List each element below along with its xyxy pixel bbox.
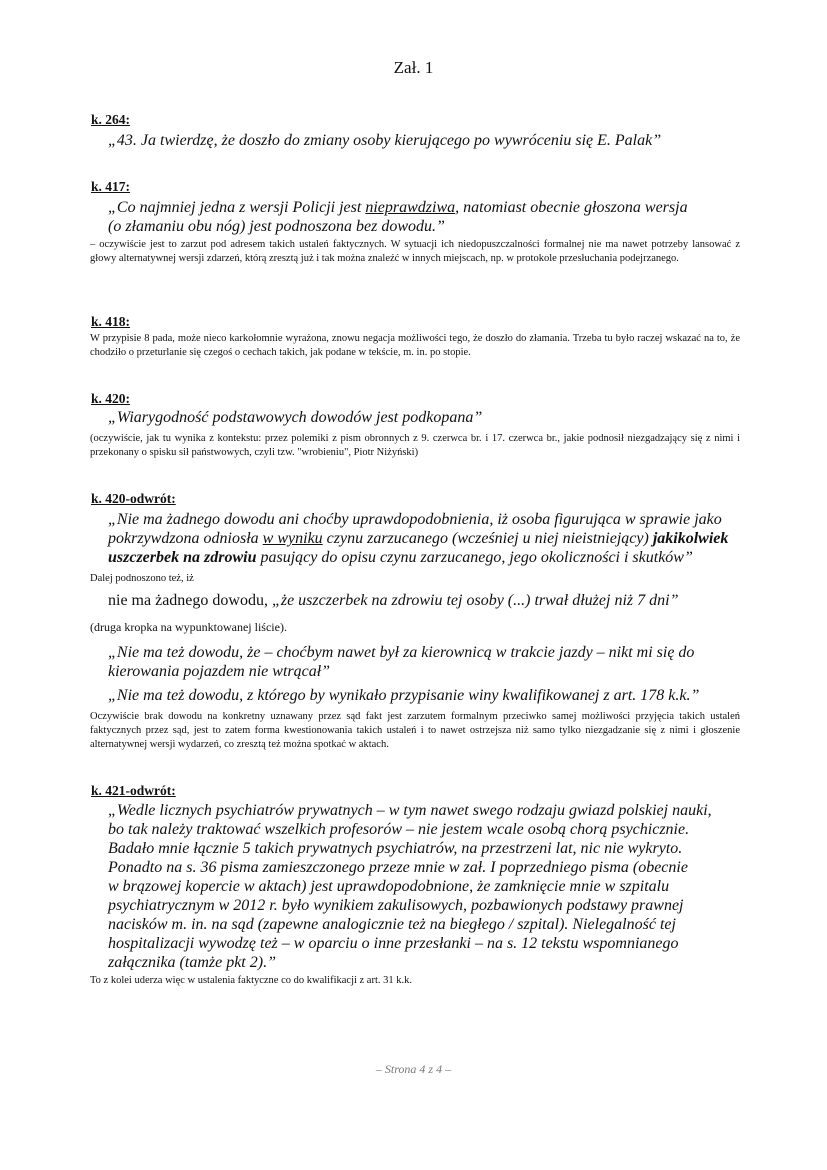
section-heading-k264: k. 264: [91, 112, 131, 127]
quote-k420-odwrot-1: „Nie ma żadnego dowodu ani choćby uprawdopodobnienia, iż osoba figurująca w sprawie jako pokrzywdzona odniosła w wyniku czynu zarzucanego (wcześniej u niej nieistniejący) jakikolwiek uszczerbek na zdrowiu pasujący do opisu czynu zarzucanego, jego okoliczności i skutków” [108, 511, 729, 566]
page-number: – Strona 4 z 4 – [375, 1062, 452, 1076]
intro-k420-odwrot: Dalej podnoszono też, iż [90, 573, 194, 584]
section-heading-k420: k. 420: [91, 391, 131, 406]
paren-k420-odwrot: (druga kropka na wypunktowanej liście). [90, 620, 287, 634]
note-k420: (oczywiście, jak tu wynika z kontekstu: przez polemiki z pism obronnych z 9. czerwca br. i 17. czerwca br., jakie podnosił niezgadzający się z nimi i przekonany o spisku sił państwowych, czyli tzw. "wrobieniu", Piotr Niżyński) [90, 433, 740, 458]
note-k417: – oczywiście jest to zarzut pod adresem takich ustaleń faktycznych. W sytuacji ich niedopuszczalności formalnej nie ma nawet potrzeby lansować z głowy alternatywnej wersji zdarzeń, którą zresztą już i tak można znaleźć w innych miejscach, np. w protokole przesłuchania podejrzanego. [90, 239, 740, 264]
note-k418: W przypisie 8 pada, może nieco karkołomnie wyrażona, znowu negacja możliwości tego, że doszło do złamania. Trzeba tu było raczej wskazać na to, że chodziło o przeturlanie się czegoś o cechach takich, jak podane w tekście, m. in. po stopie. [90, 333, 740, 358]
attachment-title: Zał. 1 [393, 58, 434, 77]
section-heading-k417: k. 417: [91, 179, 131, 194]
section-heading-k420-odwrot: k. 420-odwrót: [91, 491, 176, 506]
statement-k420-odwrot: nie ma żadnego dowodu, „że uszczerbek na zdrowiu tej osoby (...) trwał dłużej niż 7 dni” [108, 592, 679, 609]
note-k421-odwrot: To z kolei uderza więc w ustalenia faktyczne co do kwalifikacji z art. 31 k.k. [90, 975, 413, 986]
quote-k420-odwrot-3: „Nie ma też dowodu, z którego by wynikało przypisanie winy kwalifikowanej z art. 178 k.k.” [108, 687, 700, 704]
note-k420-odwrot: Oczywiście brak dowodu na konkretny uznawany przez sąd fakt jest zarzutem formalnym przeciwko samej możliwości przyjęcia takich ustaleń faktycznych przez sąd, jest to zatem forma kwestionowania takich ustaleń i to nawet ostrzejsza niż samo tylko niezgadzanie się z nimi i głoszenie alternatywnej wersji wydarzeń, co zresztą też można spotkać w aktach. [90, 711, 740, 750]
quote-k417: „Co najmniej jedna z wersji Policji jest nieprawdziwa, natomiast obecnie głoszona wersja (o złamaniu obu nóg) jest podnoszona bez dowodu.” [108, 199, 688, 235]
quote-k264: „43. Ja twierdzę, że doszło do zmiany osoby kierującego po wywróceniu się E. Palak” [108, 132, 662, 149]
section-heading-k421-odwrot: k. 421-odwrót: [91, 783, 176, 798]
quote-k420-odwrot-2: „Nie ma też dowodu, że – choćbym nawet był za kierownicą w trakcie jazdy – nikt mi się do kierowania pojazdem nie wtrącał” [108, 644, 695, 680]
section-heading-k418: k. 418: [91, 314, 131, 329]
quote-k421-odwrot: „Wedle licznych psychiatrów prywatnych – w tym nawet swego rodzaju gwiazd polskiej nauki, bo tak należy traktować wszelkich profesorów – nie jestem wcale osobą chorą psychicznie. Badało mnie łącznie 5 takich prywatnych psychiatrów, na przestrzeni lat, nic nie wykryto. Ponadto na s. 36 pisma zamieszczonego przeze mnie w zał. I poprzedniego pisma (obecnie w brązowej kopercie w aktach) jest uprawdopodobnione, że zamknięcie mnie w szpitalu psychiatrycznym w 2012 r. było wynikiem zakulisowych, pozbawionych podstawy prawnej nacisków m. in. na sąd (zapewne analogicznie też na biegłego / szpital). Nielegalność tej hospitalizacji wywodzę też – w oparciu o inne przesłanki – na s. 12 tekstu wspomnianego załącznika (tamże pkt 2).” [108, 802, 712, 971]
quote-k420: „Wiarygodność podstawowych dowodów jest podkopana” [108, 409, 483, 426]
